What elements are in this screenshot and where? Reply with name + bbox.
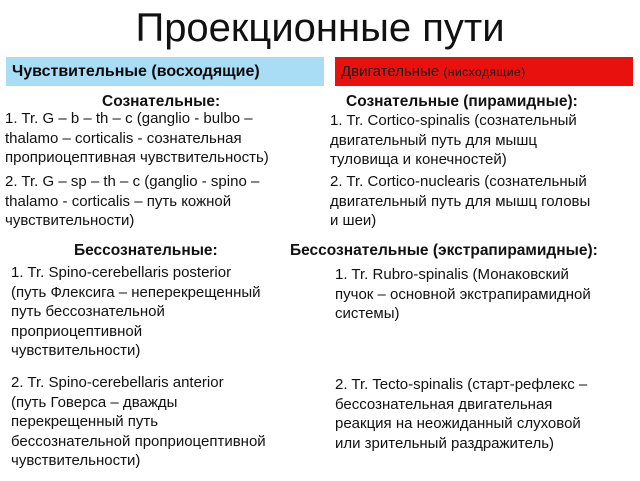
text-line: системы) xyxy=(335,305,400,322)
motor-header-sub: (нисходящие) xyxy=(443,65,526,79)
text-line: туловища и конечностей) xyxy=(330,151,507,168)
motor-unconscious-heading: Бессознательные (экстрапирамидные): xyxy=(290,242,598,259)
text-line: или зрительный раздражитель) xyxy=(335,434,555,452)
text-line: thalamo – corticalis - сознательная xyxy=(5,129,242,147)
text-line: 1. Tr. Cortico-spinalis (сознательный xyxy=(330,112,577,129)
text-line: 2. Tr. Tecto-spinalis (старт-рефлекс – xyxy=(335,376,588,393)
text-line: чувствительности) xyxy=(11,342,141,359)
page-title: Проекционные пути xyxy=(135,6,505,50)
motor-unconscious-item-1 xyxy=(335,265,591,324)
text-line: 2. Tr. Spino-cerebellaris anterior xyxy=(11,374,224,391)
text-line: пучок – основной экстрапирамидной xyxy=(335,285,591,303)
text-line: проприоцептивной xyxy=(11,322,143,340)
sensory-unconscious-item-2 xyxy=(11,373,266,471)
motor-conscious-heading: Сознательные (пирамидные): xyxy=(346,93,578,110)
text-line: 1. Tr. G – b – th – c (ganglio - bulbo – xyxy=(5,110,253,127)
motor-conscious-item-1 xyxy=(330,111,577,170)
text-line: реакция на неожиданный слуховой xyxy=(335,415,581,432)
sensory-unconscious-heading: Бессознательные: xyxy=(74,242,218,259)
text-line: thalamo - corticalis – путь кожной xyxy=(5,192,232,210)
motor-header-main: Двигательные xyxy=(341,63,440,80)
text-line: 1. Tr. Rubro-spinalis (Монаковский xyxy=(335,266,569,283)
text-line: путь бессознательной xyxy=(11,303,165,320)
text-line: чувствительности) xyxy=(11,452,141,469)
text-line: бессознательной проприоцептивной xyxy=(11,432,266,450)
text-line: перекрещенный путь xyxy=(11,413,159,430)
text-line: (путь Флексига – неперекрещенный xyxy=(11,283,261,301)
text-line: 2. Tr. Cortico-nuclearis (сознательный xyxy=(330,173,587,190)
motor-unconscious-item-2 xyxy=(335,375,587,453)
motor-header xyxy=(335,57,633,86)
text-line: и шеи) xyxy=(330,212,377,229)
sensory-conscious-item-2 xyxy=(5,172,259,231)
text-line: (путь Говерса – дважды xyxy=(11,393,178,411)
text-line: двигательный путь для мышц xyxy=(330,131,537,149)
motor-conscious-item-2 xyxy=(330,172,590,231)
sensory-conscious-heading: Сознательные: xyxy=(102,93,221,110)
text-line: бессознательная двигательная xyxy=(335,395,553,413)
text-line: двигательный путь для мышц головы xyxy=(330,192,591,210)
text-line: 2. Tr. G – sp – th – c (ganglio - spino – xyxy=(5,173,260,190)
text-line: проприоцептивная чувствительность) xyxy=(5,149,269,166)
sensory-unconscious-item-1 xyxy=(11,263,261,361)
text-line: 1. Tr. Spino-cerebellaris posterior xyxy=(11,264,232,281)
text-line: чувствительности) xyxy=(5,212,135,229)
sensory-header: Чувствительные (восходящие) xyxy=(6,57,324,86)
sensory-conscious-item-1 xyxy=(5,109,269,168)
